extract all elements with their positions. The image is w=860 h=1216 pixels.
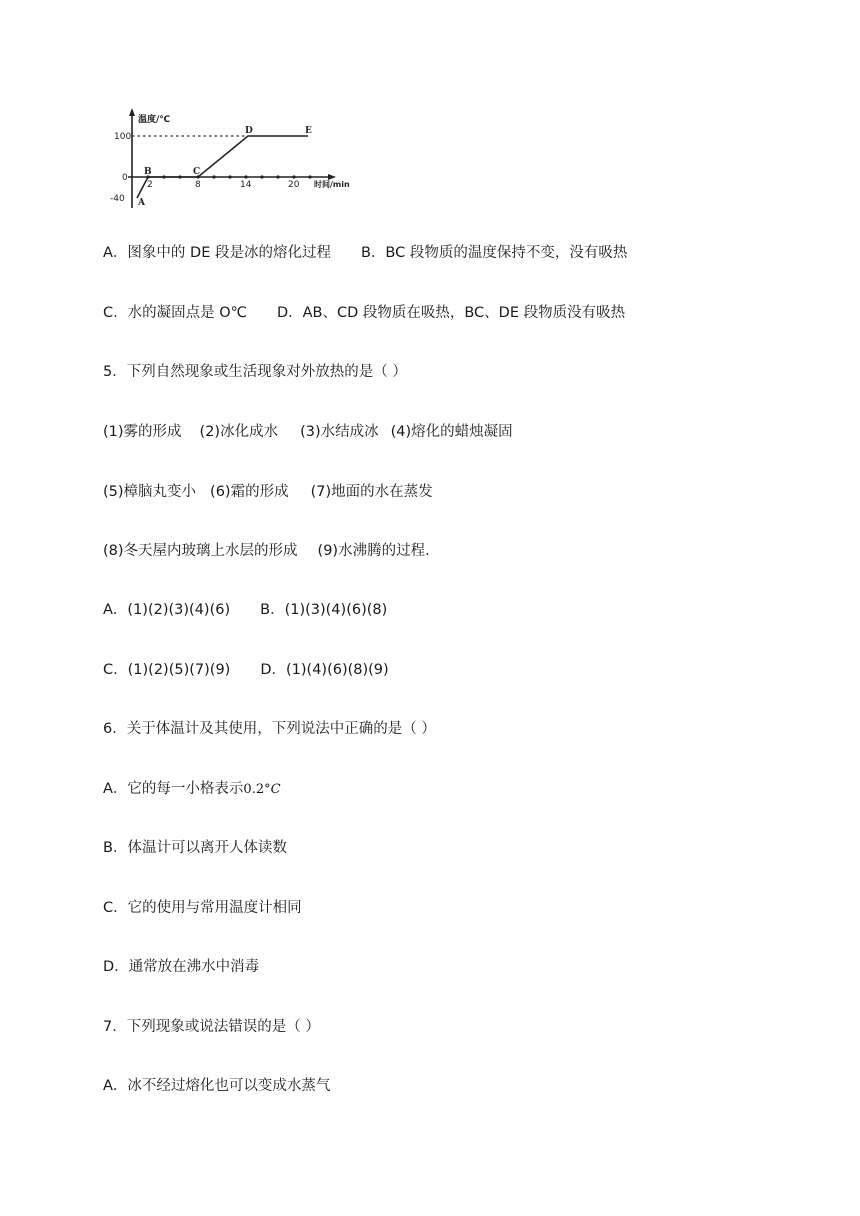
q5-option-a: A．(1)(2)(3)(4)(6) [103, 602, 231, 618]
q7-stem: 7．下列现象或说法错误的是（ ） [103, 1019, 320, 1035]
y-axis-label: 温度/℃ [138, 115, 171, 125]
q6-option-d: D．通常放在沸水中消毒 [103, 959, 260, 975]
x-axis-label: 时间/min [314, 180, 350, 189]
graph-svg [100, 108, 370, 214]
q5-item-7: (7)地面的水在蒸发 [310, 484, 433, 500]
y-axis-arrow [129, 108, 135, 116]
q5-item-4: (4)熔化的蜡烛凝固 [390, 424, 513, 440]
q5-option-b: B．(1)(3)(4)(6)(8) [260, 602, 388, 618]
x-tick-8: 8 [195, 180, 201, 190]
q6-option-b: B．体温计可以离开人体读数 [103, 840, 287, 856]
point-label-a: A [138, 198, 145, 208]
q4-option-b: B．BC 段物质的温度保持不变，没有吸热 [360, 245, 628, 261]
point-label-c: C [193, 167, 201, 177]
point-label-d: D [245, 126, 253, 136]
q5-items-row-3 [103, 542, 440, 560]
q5-stem: 5．下列自然现象或生活现象对外放热的是（ ） [103, 364, 407, 380]
y-tick-100: 100 [114, 132, 132, 142]
q4-options-row-1 [103, 244, 627, 262]
q5-option-d: D．(1)(4)(6)(8)(9) [260, 662, 389, 678]
q5-item-5: (5)樟脑丸变小 [103, 484, 197, 500]
q6-option-a [103, 780, 281, 799]
q5-items-row-2 [103, 483, 433, 501]
q5-items-row-1 [103, 423, 513, 441]
q6-stem: 6．关于体温计及其使用，下列说法中正确的是（ ） [103, 721, 436, 737]
point-label-b: B [144, 167, 152, 177]
point-label-e: E [305, 126, 312, 136]
y-tick-0: 0 [122, 173, 128, 183]
q6-option-c: C．它的使用与常用温度计相同 [103, 900, 302, 916]
q6-option-a-text: A．它的每一小格表示 [103, 781, 244, 797]
q6-option-a-unit: C [270, 782, 281, 797]
q4-option-a: A．图象中的 DE 段是冰的熔化过程 [103, 245, 331, 261]
q5-options-row-2 [103, 661, 389, 679]
temperature-time-graph [100, 108, 370, 214]
q5-option-c: C．(1)(2)(5)(7)(9) [103, 662, 231, 678]
x-tick-14: 14 [240, 180, 252, 190]
q4-options-row-2 [103, 304, 625, 322]
q5-item-2: (2)冰化成水 [199, 424, 279, 440]
q5-item-3: (3)水结成冰 [300, 424, 379, 440]
y-tick-minus40: -40 [110, 194, 125, 204]
q5-options-row-1 [103, 601, 387, 619]
q5-item-8: (8)冬天屋内玻璃上水层的形成 [103, 543, 298, 559]
x-tick-20: 20 [288, 180, 300, 190]
q6-option-a-value: 0.2° [243, 782, 271, 797]
q4-option-c: C．水的凝固点是 O℃ [103, 305, 247, 321]
data-line [137, 136, 308, 198]
q5-item-1: (1)雾的形成 [103, 424, 182, 440]
q7-option-a: A．冰不经过熔化也可以变成水蒸气 [103, 1078, 331, 1094]
q5-item-6: (6)霜的形成 [210, 484, 289, 500]
q5-item-9: (9)水沸腾的过程． [317, 543, 440, 559]
q4-option-d: D．AB、CD 段物质在吸热，BC、DE 段物质没有吸热 [276, 305, 626, 321]
x-tick-2: 2 [147, 180, 153, 190]
